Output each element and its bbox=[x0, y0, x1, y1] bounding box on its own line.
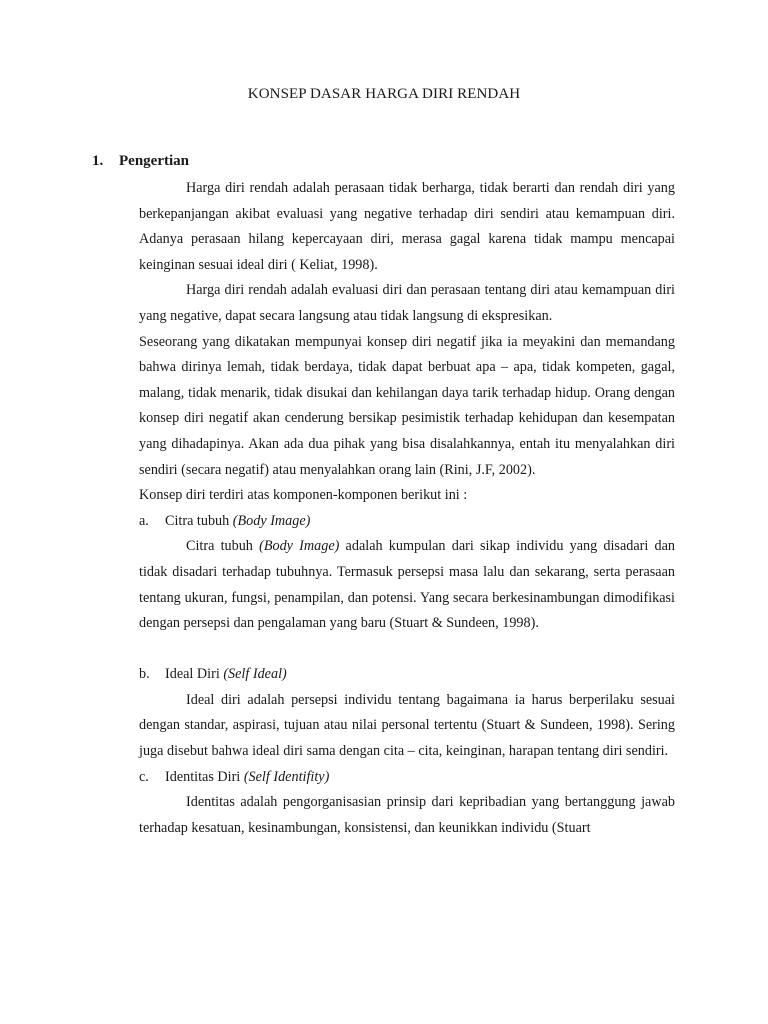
subheading-title-italic: (Self Ideal) bbox=[223, 666, 287, 683]
subheading-label: c. bbox=[139, 768, 149, 785]
subheading-title-italic: (Body Image) bbox=[232, 512, 311, 529]
paragraph: Harga diri rendah adalah evaluasi diri dan perasaan tentang diri atau kemampuan diri yang negative, dapat secara langsung atau tidak langsung di ekspresikan. bbox=[139, 282, 675, 324]
document-title: KONSEP DASAR HARGA DIRI RENDAH bbox=[247, 86, 521, 102]
text-run: adalah kumpulan dari sikap individu yang disadari dan tidak disadari terhadap tubuhnya. Termasuk persepsi masa lalu dan sekarang, serta perasaan tentang ukuran, fungsi, penampilan, dan potensi. Yang secara berkesinambungan dimodifikasi dengan persepsi dan pengalaman yang baru (Stuart & Sundeen, 1998). bbox=[139, 538, 675, 632]
subheading-label: a. bbox=[139, 512, 149, 529]
section-heading bbox=[92, 153, 189, 170]
paragraph: Identitas adalah pengorganisasian prinsip dari kepribadian yang bertanggung jawab terhadap kesatuan, kesinambungan, konsistensi, dan keunikkan individu (Stuart bbox=[139, 794, 675, 836]
subheading-title: Ideal Diri bbox=[165, 666, 224, 683]
text-run: Citra tubuh bbox=[186, 538, 260, 555]
text-run-italic: (Body Image) bbox=[259, 538, 340, 555]
subheading-title-italic: (Self Identifity) bbox=[243, 768, 330, 785]
subheading-a bbox=[139, 509, 675, 535]
paragraph: Seseorang yang dikatakan mempunyai konsep diri negatif jika ia meyakini dan memandang bahwa dirinya lemah, tidak berdaya, tidak dapat berbuat apa – apa, tidak kompeten, gagal, malang, tidak menarik, tidak disukai dan kehilangan daya tarik terhadap hidup. Orang dengan konsep diri negatif akan cenderung bersikap pesimistik terhadap kehidupan dan kesempatan yang dihadapinya. Akan ada dua pihak yang bisa disalahkannya, entah itu menyalahkan diri sendiri (secara negatif) atau menyalahkan orang lain (Rini, J.F, 2002). bbox=[139, 333, 675, 478]
section-label: Pengertian bbox=[119, 153, 189, 169]
subheading-title: Citra tubuh bbox=[165, 512, 233, 529]
paragraph: Ideal diri adalah persepsi individu tentang bagaimana ia harus berperilaku sesuai dengan standar, aspirasi, tujuan atau nilai personal tertentu (Stuart & Sundeen, 1998). Sering juga disebut bahwa ideal diri sama dengan cita – cita, keinginan, harapan tentang diri sendiri. bbox=[139, 691, 675, 760]
paragraph: Konsep diri terdiri atas komponen-komponen berikut ini : bbox=[139, 487, 468, 504]
section-number: 1. bbox=[92, 153, 104, 169]
paragraph bbox=[139, 534, 675, 636]
subheading-label: b. bbox=[139, 666, 150, 683]
spacer bbox=[139, 637, 675, 663]
subheading-title: Identitas Diri bbox=[165, 768, 244, 785]
paragraph: Harga diri rendah adalah perasaan tidak berharga, tidak berarti dan rendah diri yang berkepanjangan akibat evaluasi yang negative terhadap diri sendiri atau kemampuan diri. Adanya perasaan hilang kepercayaan diri, merasa gagal karena tidak mampu mencapai keinginan sesuai ideal diri ( Keliat, 1998). bbox=[139, 180, 675, 273]
subheading-c bbox=[139, 765, 675, 791]
subheading-b bbox=[139, 662, 675, 688]
document-body bbox=[139, 176, 675, 841]
